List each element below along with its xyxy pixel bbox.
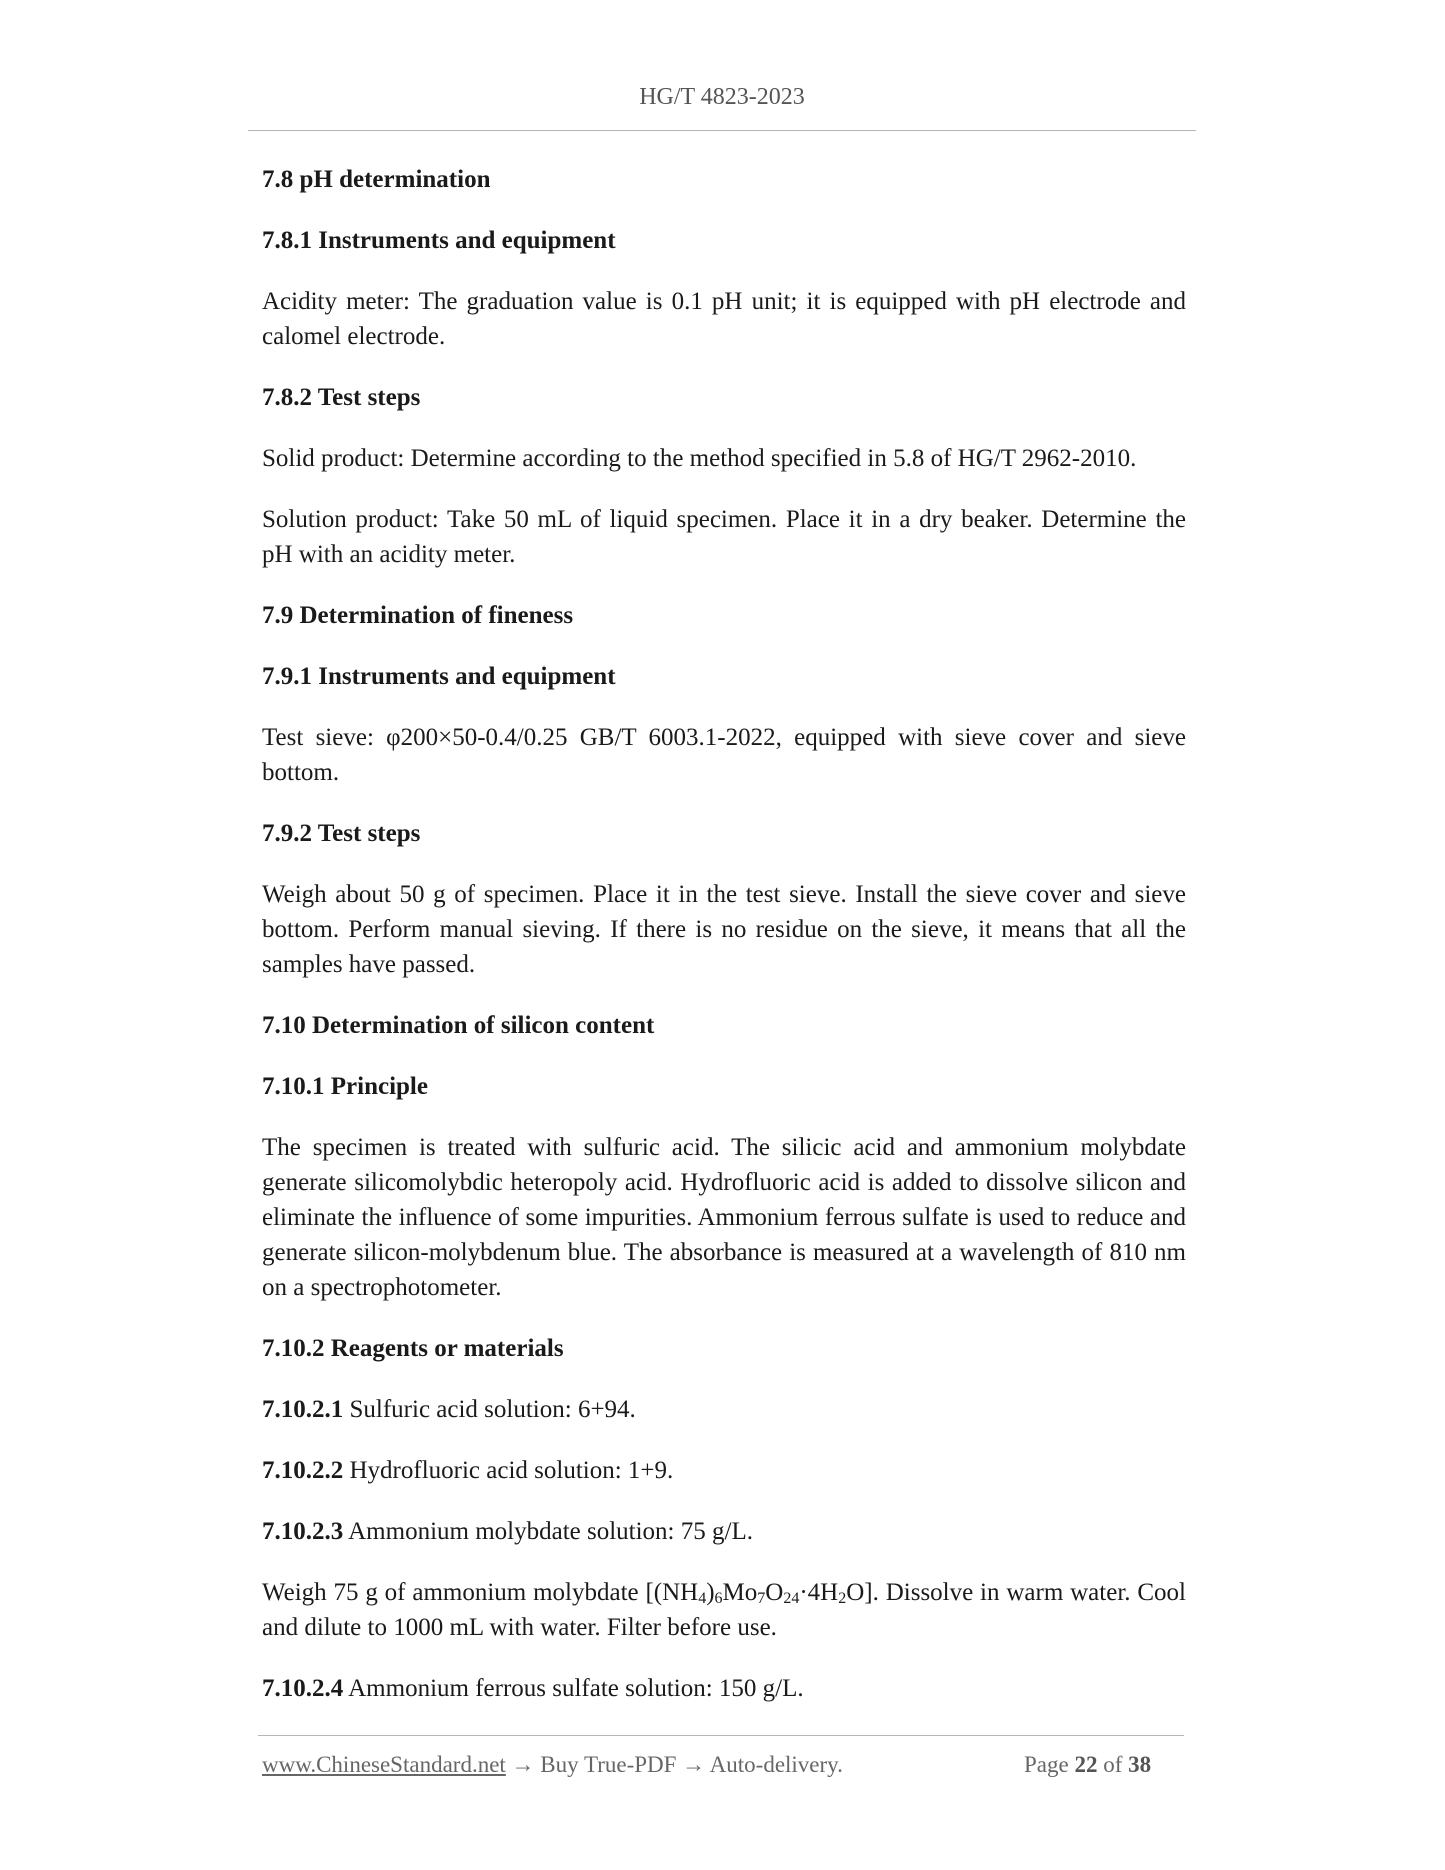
reagent-item — [262, 1514, 1186, 1549]
paragraph: Solid product: Determine according to the method specified in 5.8 of HG/T 2962-2010. — [262, 445, 1137, 472]
paragraph: Acidity meter: The graduation value is 0.1 pH unit; it is equipped with pH electrode and calomel electrode. — [262, 288, 1186, 350]
document-body — [262, 162, 1186, 1732]
total-page-number: 38 — [1128, 1752, 1152, 1777]
item-number: 7.10.2.4 — [262, 1675, 344, 1702]
footer-divider — [258, 1735, 1184, 1736]
page-indicator: Page 22 of 38 — [1024, 1752, 1152, 1777]
footer-promo — [262, 1752, 843, 1778]
header-divider — [248, 130, 1196, 131]
subsection-heading: 7.8.2 Test steps — [262, 384, 421, 411]
paragraph: The specimen is treated with sulfuric acid. The silicic acid and ammonium molybdate generate silicomolybdic heteropoly acid. Hydrofluoric acid is added to dissolve silicon and eliminate the influence of some impurities. Ammonium ferrous sulfate is used to reduce and generate silicon-molybdenum blue. The absorbance is measured at a wavelength of 810 nm on a spectrophotometer. — [262, 1134, 1186, 1301]
subsection-heading: 7.8.1 Instruments and equipment — [262, 227, 616, 254]
item-text: Ammonium ferrous sulfate solution: 150 g/L. — [343, 1675, 804, 1702]
item-text: Ammonium molybdate solution: 75 g/L. — [343, 1518, 753, 1545]
reagent-item — [262, 1453, 1186, 1488]
item-number: 7.10.2.1 — [262, 1396, 344, 1423]
paragraph: Test sieve: φ200×50-0.4/0.25 GB/T 6003.1-2022, equipped with sieve cover and sieve bottom. — [262, 724, 1186, 786]
item-number: 7.10.2.2 — [262, 1457, 344, 1484]
paragraph: Solution product: Take 50 mL of liquid specimen. Place it in a dry beaker. Determine the pH with an acidity meter. — [262, 506, 1186, 568]
subsection-heading: 7.10.2 Reagents or materials — [262, 1335, 564, 1362]
paragraph: Weigh 75 g of ammonium molybdate $[(NH_4)_6Mo_7O_{24}\cdot 4H_2O]$. Dissolve in warm water. Cool and dilute to 1000 mL with water. Filter before use. — [262, 1579, 1186, 1641]
section-heading: 7.9 Determination of fineness — [262, 602, 574, 629]
reagent-item — [262, 1671, 1186, 1706]
subsection-heading: 7.10.1 Principle — [262, 1073, 428, 1100]
promo-text: → Buy True-PDF → Auto-delivery. — [505, 1752, 843, 1777]
standard-code: HG/T 4823-2023 — [639, 84, 805, 110]
item-text: Sulfuric acid solution: 6+94. — [343, 1396, 636, 1423]
section-heading: 7.8 pH determination — [262, 166, 491, 193]
reagent-item — [262, 1392, 1186, 1427]
document-header — [248, 84, 1196, 111]
website-link[interactable]: www.ChineseStandard.net — [262, 1752, 506, 1777]
paragraph: Weigh about 50 g of specimen. Place it in the test sieve. Install the sieve cover and sieve bottom. Perform manual sieving. If there is no residue on the sieve, it means that all the samples have passed. — [262, 881, 1186, 978]
section-heading: 7.10 Determination of silicon content — [262, 1012, 655, 1039]
item-number: 7.10.2.3 — [262, 1518, 344, 1545]
subsection-heading: 7.9.1 Instruments and equipment — [262, 663, 616, 690]
current-page-number: 22 — [1074, 1752, 1098, 1777]
item-text: Hydrofluoric acid solution: 1+9. — [343, 1457, 674, 1484]
subsection-heading: 7.9.2 Test steps — [262, 820, 421, 847]
